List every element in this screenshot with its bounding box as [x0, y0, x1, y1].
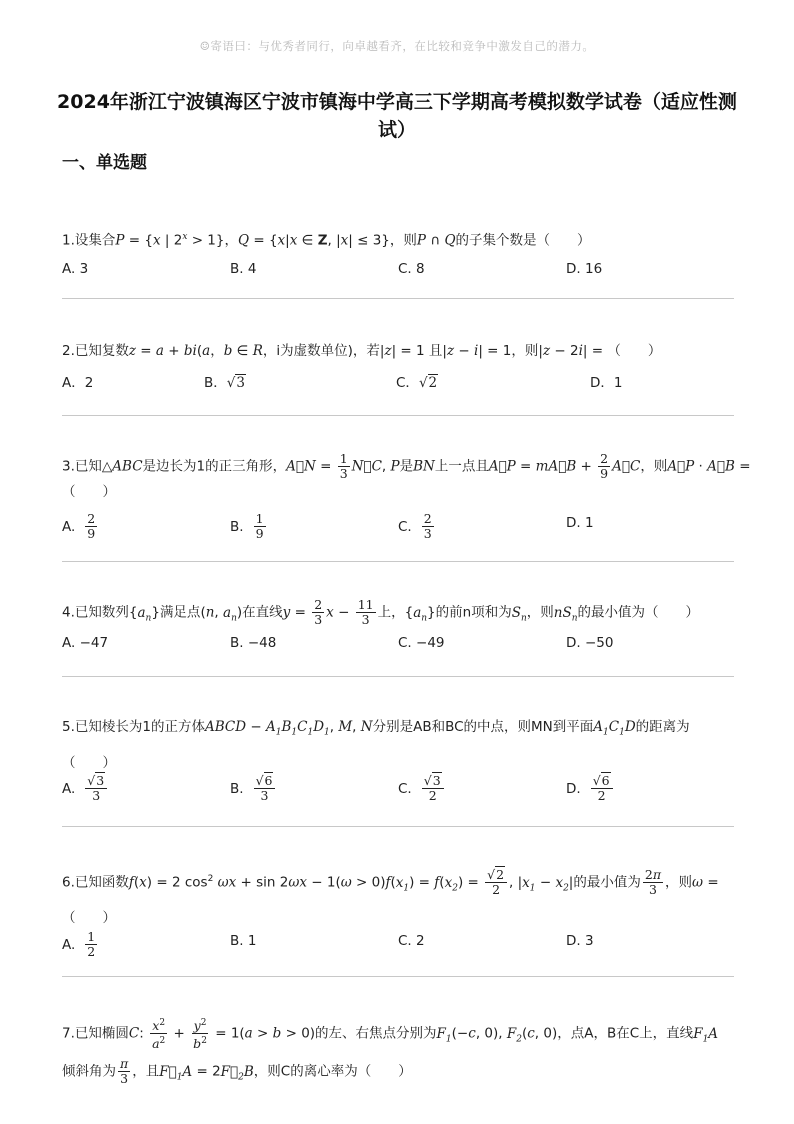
option-d[interactable]: D. −50	[566, 635, 614, 651]
option-b[interactable]: B. $\frac{1}{9}$	[230, 511, 264, 541]
divider	[62, 976, 734, 977]
option-b[interactable]: B. $\frac{√6}{3}$	[230, 774, 277, 803]
divider	[62, 298, 734, 299]
option-a[interactable]: A. $\frac{√3}{3}$	[62, 774, 109, 803]
option-c[interactable]: C. 2	[398, 933, 425, 949]
question-1	[62, 226, 734, 277]
option-d[interactable]: D．1	[590, 375, 623, 391]
section-heading: 一、单选题	[62, 153, 147, 173]
option-a[interactable]: A. −47	[62, 635, 109, 651]
option-c[interactable]: C． √2	[396, 375, 438, 391]
question-2-options	[62, 372, 734, 406]
divider	[62, 676, 734, 677]
option-c[interactable]: C. $\frac{2}{3}$	[398, 511, 432, 541]
option-c[interactable]: C. −49	[398, 635, 445, 651]
option-b[interactable]: B. −48	[230, 635, 277, 651]
question-4-stem: 4.已知数列$\{a_n\}$满足点(n, $a_n$)在直线y = $\frac{2}{3}$ x − $\frac{11}{3}$ 上，$\{a_n\}$的前n项和为$S_n$，则$nS_n$的最小值为（ ）	[62, 597, 699, 627]
option-a[interactable]: A. 3	[62, 261, 89, 277]
question-7-stem-line2: 倾斜角为 $\frac{\pi}{3}$ ，且$F⃗_1A$ = $2F⃗_2B$，则C的离心率为（ ）	[62, 1056, 412, 1087]
option-c[interactable]: C. 8	[398, 261, 425, 277]
divider	[62, 415, 734, 416]
question-3-stem-line2: （ ）	[62, 484, 116, 500]
divider	[62, 561, 734, 562]
question-5	[62, 716, 734, 803]
question-4	[62, 597, 734, 651]
divider	[62, 826, 734, 827]
question-3	[62, 451, 751, 541]
question-2	[62, 340, 734, 391]
question-7	[62, 1016, 734, 1089]
option-a[interactable]: A. $\frac{2}{9}$	[62, 511, 96, 541]
page-title: 2024年浙江宁波镇海区宁波市镇海中学高三下学期高考模拟数学试卷（适应性测试）	[57, 91, 737, 141]
option-d[interactable]: D. 1	[566, 515, 594, 531]
question-3-options	[62, 512, 734, 546]
option-b[interactable]: B. 4	[230, 261, 257, 277]
question-6-stem-line2: （ ）	[62, 910, 116, 927]
motto-header: ☺寄语曰：与优秀者同行，向卓越看齐，在比较和竞争中激发自己的潜力。	[199, 39, 595, 53]
option-d[interactable]: D. $\frac{√6}{2}$	[566, 774, 615, 803]
question-6-stem: 6.已知函数f(x) = 2 $\cos^2 \omega x + \sin 2\omega x - 1(\omega > 0)f(x_1) = f(x_2)$ = $\frac{√2}{2}$ , $|x_1 - x_2|$的最小值为 $\frac{2\pi}{3}$ ，则ω =	[62, 867, 719, 897]
option-c[interactable]: C. $\frac{√3}{2}$	[398, 774, 446, 803]
question-5-options	[62, 774, 734, 808]
question-3-stem: 3.已知△ABC是边长为1的正三角形，A⃗N = $\frac{1}{3}$ N⃗C, P是BN上一点且A⃗P = mA⃗B + $\frac{2}{9}$ A⃗C，则A⃗P · A⃗B =	[62, 451, 751, 481]
option-a[interactable]: A．2	[62, 375, 94, 391]
option-d[interactable]: D. 3	[566, 933, 594, 949]
option-b[interactable]: B． √3	[204, 375, 245, 391]
question-6	[62, 867, 734, 959]
option-b[interactable]: B. 1	[230, 933, 257, 949]
question-5-stem-line2: （ ）	[62, 754, 116, 771]
question-1-stem: 1.设集合P = {x | $2^x > 1$}，Q = {x|x ∈ Z, |x| ≤ 3}，则P ∩ Q的子集个数是（ ）	[62, 232, 591, 249]
question-2-stem: 2.已知复数z = a + bi(a，b ∈ R，i为虚数单位)，若|z| = 1 且|z − i| = 1，则|z − 2i| = （ ）	[62, 343, 662, 359]
question-6-options	[62, 930, 734, 964]
question-5-stem: 5.已知棱长为1的正方体ABCD − $A_1B_1C_1D_1$, M, N分别是AB和BC的中点，则MN到平面$A_1C_1D$的距离为	[62, 719, 690, 738]
question-1-options	[62, 258, 734, 292]
option-a[interactable]: A. $\frac{1}{2}$	[62, 929, 96, 959]
option-d[interactable]: D. 16	[566, 261, 603, 277]
question-4-options	[62, 632, 734, 666]
question-7-stem: 7.已知椭圆C: $\frac{x^2}{a^2}$ + $\frac{y^2}{b^2}$ = 1(a > b > 0)的左、右焦点分别为$F_1(-c$, 0), $F_2(c$, 0)，点A，B在C上，直线$F_1A$	[62, 1018, 719, 1052]
